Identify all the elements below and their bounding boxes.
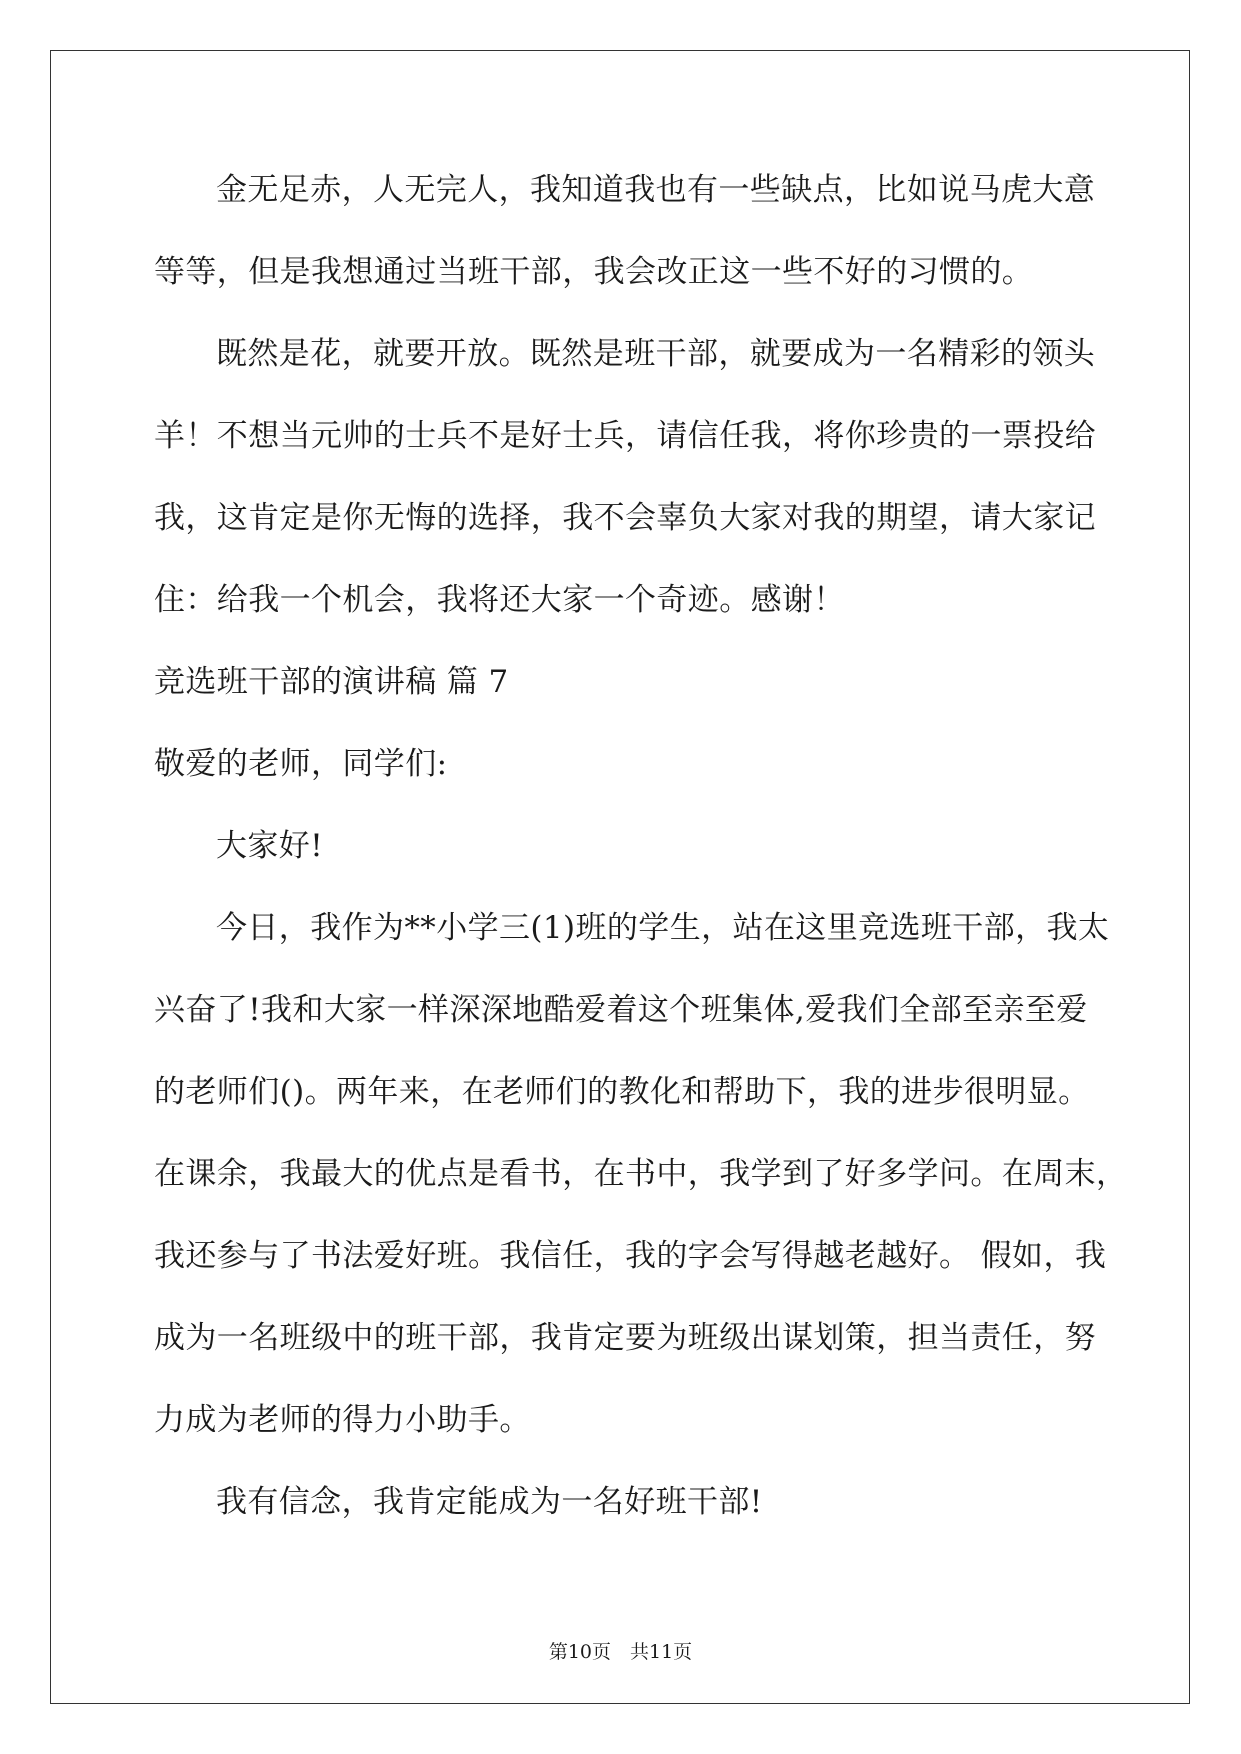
page-number: 第10页 共11页 xyxy=(548,1641,693,1663)
section-heading: 竞选班干部的演讲稿 篇 7 xyxy=(154,664,509,700)
paragraph-line: 的老师们()。两年来，在老师们的教化和帮助下，我的进步很明显。 xyxy=(154,1074,1090,1110)
paragraph-line: 我还参与了书法爱好班。我信任，我的字会写得越老越好。 假如，我 xyxy=(154,1238,1107,1274)
paragraph-line: 兴奋了!我和大家一样深深地酷爱着这个班集体,爱我们全部至亲至爱 xyxy=(154,992,1088,1028)
paragraph-line: 金无足赤，人无完人，我知道我也有一些缺点，比如说马虎大意 xyxy=(216,172,1096,208)
page-border xyxy=(50,50,1190,1704)
paragraph-line: 今日，我作为**小学三(1)班的学生，站在这里竞选班干部，我太 xyxy=(216,910,1110,946)
paragraph-line: 我有信念，我肯定能成为一名好班干部! xyxy=(216,1484,763,1520)
paragraph-line: 力成为老师的得力小助手。 xyxy=(154,1402,531,1438)
salutation: 敬爱的老师，同学们: xyxy=(154,746,448,782)
paragraph-line: 既然是花，就要开放。既然是班干部，就要成为一名精彩的领头 xyxy=(216,336,1096,372)
greeting: 大家好! xyxy=(216,828,324,864)
paragraph-line: 等等，但是我想通过当班干部，我会改正这一些不好的习惯的。 xyxy=(154,254,1034,290)
paragraph-line: 羊！不想当元帅的士兵不是好士兵，请信任我，将你珍贵的一票投给 xyxy=(154,418,1096,454)
paragraph-line: 住：给我一个机会，我将还大家一个奇迹。感谢！ xyxy=(154,582,845,618)
paragraph-line: 我，这肯定是你无悔的选择，我不会辜负大家对我的期望，请大家记 xyxy=(154,500,1096,536)
paragraph-line: 在课余，我最大的优点是看书，在书中，我学到了好多学问。在周末， xyxy=(154,1156,1128,1192)
paragraph-line: 成为一名班级中的班干部，我肯定要为班级出谋划策，担当责任，努 xyxy=(154,1320,1096,1356)
